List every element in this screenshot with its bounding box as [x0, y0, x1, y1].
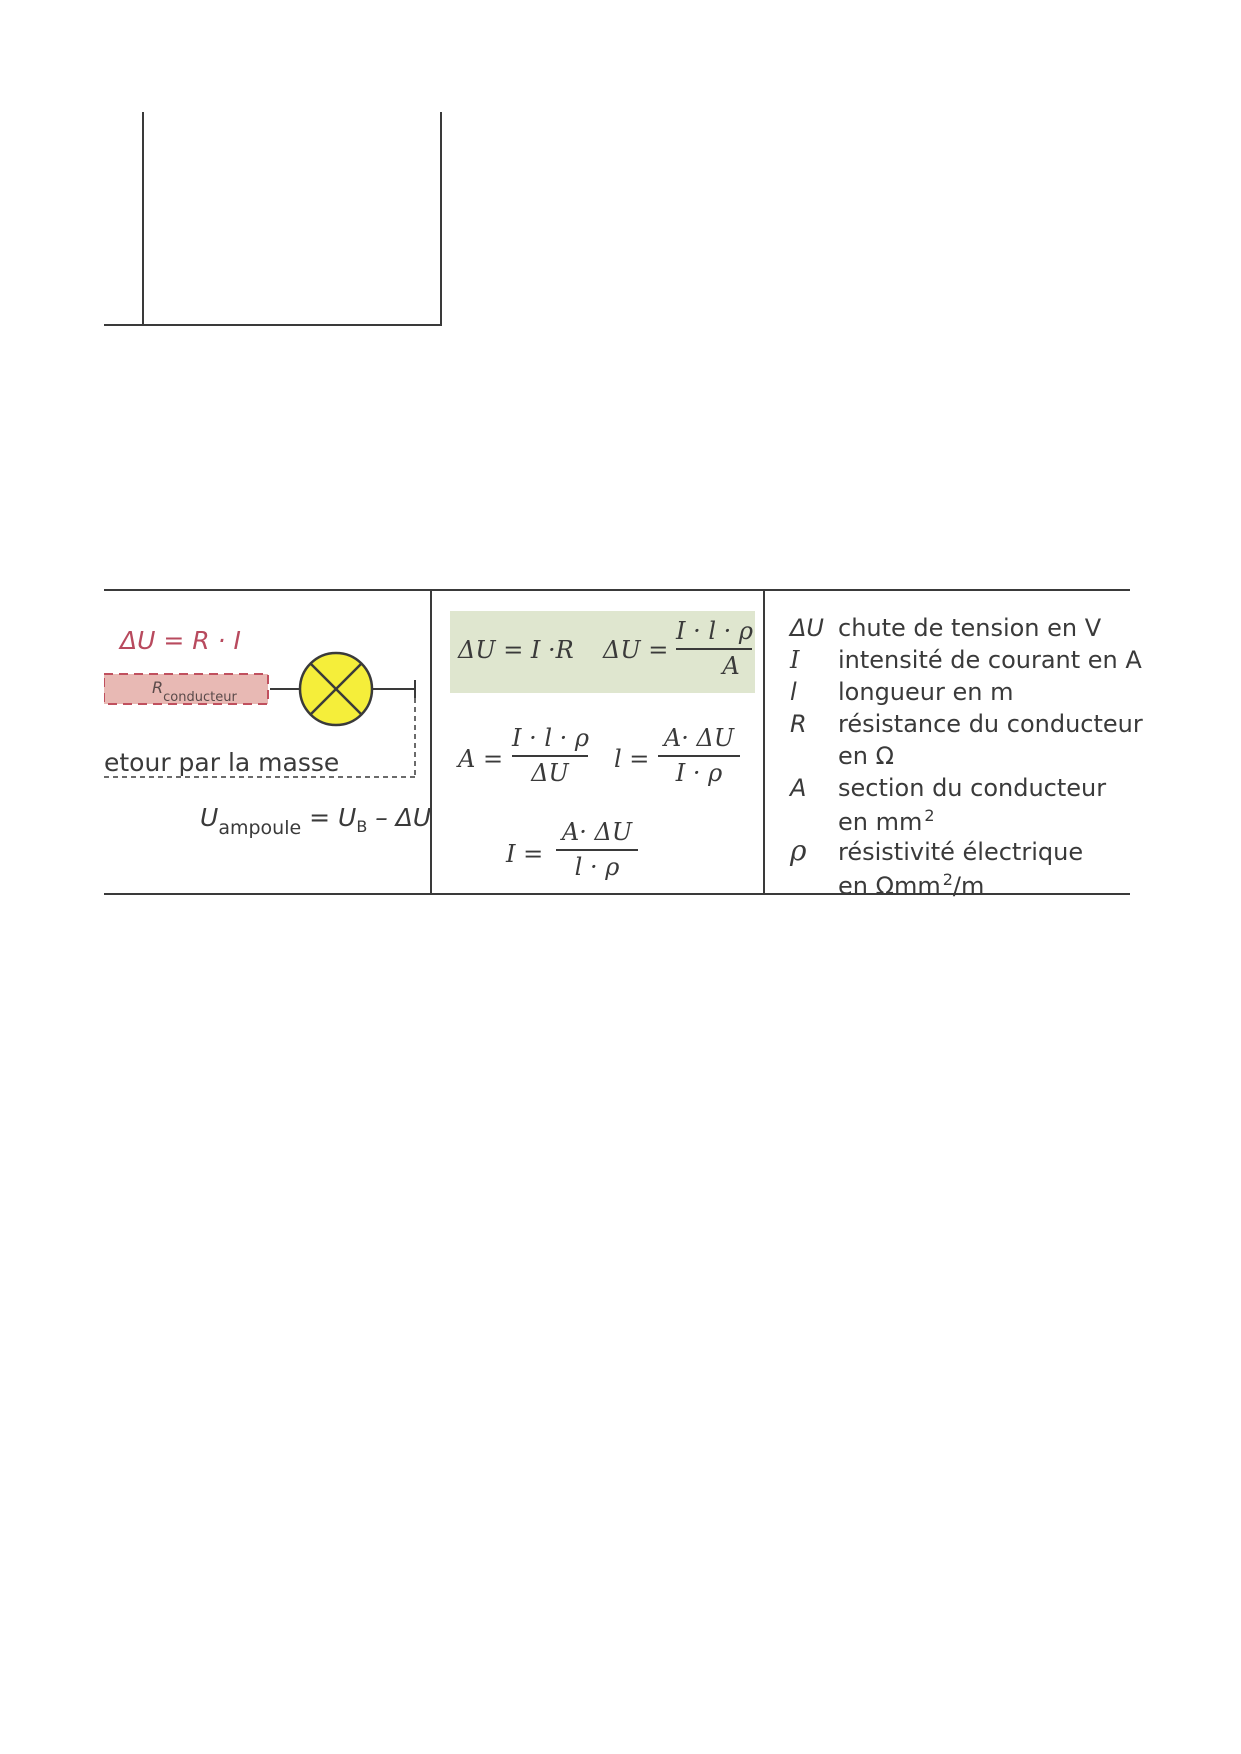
legend-desc: résistivité électrique	[838, 838, 1084, 866]
formula-current-lhs: I =	[506, 840, 544, 868]
u-eq: = U	[309, 803, 357, 832]
legend-symbol: ΔU	[790, 614, 824, 642]
formula-ohm: ΔU = I ·R	[458, 636, 574, 664]
resistor-label-sub: conducteur	[163, 690, 237, 706]
formula-drop-lhs: ΔU =	[603, 636, 669, 664]
legend-symbol: I	[790, 646, 800, 674]
top-box-left-line	[142, 112, 144, 324]
legend-symbol: R	[790, 710, 807, 738]
top-box-bottom-line	[104, 324, 442, 326]
formula-current-fraction	[556, 818, 638, 881]
u-rest: – ΔU	[375, 803, 432, 832]
formula-area-num: I · l · ρ	[512, 724, 590, 752]
formula-drop-num: I · l · ρ	[676, 617, 754, 645]
table-divider-2	[763, 589, 765, 895]
voltage-drop-formula: ΔU = R · I	[120, 626, 241, 655]
legend-unit-area	[838, 806, 935, 836]
formula-drop-fraction	[676, 617, 752, 680]
formula-length-num: A· ΔU	[663, 724, 735, 752]
formula-current-num: A· ΔU	[561, 818, 633, 846]
legend-desc: longueur en m	[838, 678, 1014, 706]
legend-desc: chute de tension en V	[838, 614, 1102, 642]
legend-after: /m	[952, 872, 985, 900]
legend-symbol: A	[790, 774, 807, 802]
legend-desc: résistance du conducteur	[838, 710, 1143, 738]
legend-desc: en Ωmm	[838, 872, 941, 900]
legend-unit-resistivity	[838, 870, 984, 900]
legend-desc: en mm	[838, 808, 923, 836]
u-sub: ampoule	[218, 817, 302, 839]
legend-symbol: l	[790, 678, 797, 706]
formula-current-den: l · ρ	[574, 852, 620, 881]
resistor-label-main: R	[152, 678, 164, 697]
formula-area-lhs: A =	[458, 745, 504, 773]
legend-desc: en Ω	[838, 742, 894, 770]
u-eq-sub: B	[356, 817, 368, 836]
legend-sup: 2	[924, 806, 935, 825]
top-box-right-line	[440, 112, 442, 326]
formula-length-den: I · ρ	[675, 758, 723, 787]
bulb-voltage-formula	[200, 803, 431, 837]
formula-length-fraction	[658, 724, 740, 787]
legend-desc: section du conducteur	[838, 774, 1107, 802]
legend-sup: 2	[942, 870, 953, 889]
formula-area-den: ΔU	[531, 758, 569, 787]
formula-drop-den: A	[722, 651, 740, 680]
formula-area-fraction	[512, 724, 588, 787]
resistor-label	[152, 678, 237, 706]
legend-symbol: ρ	[790, 834, 807, 867]
u-main: U	[200, 803, 219, 832]
table-top-rule	[104, 589, 1130, 591]
legend-desc: intensité de courant en A	[838, 646, 1142, 674]
formula-length-lhs: l =	[614, 745, 650, 773]
return-label: etour par la masse	[104, 748, 340, 777]
